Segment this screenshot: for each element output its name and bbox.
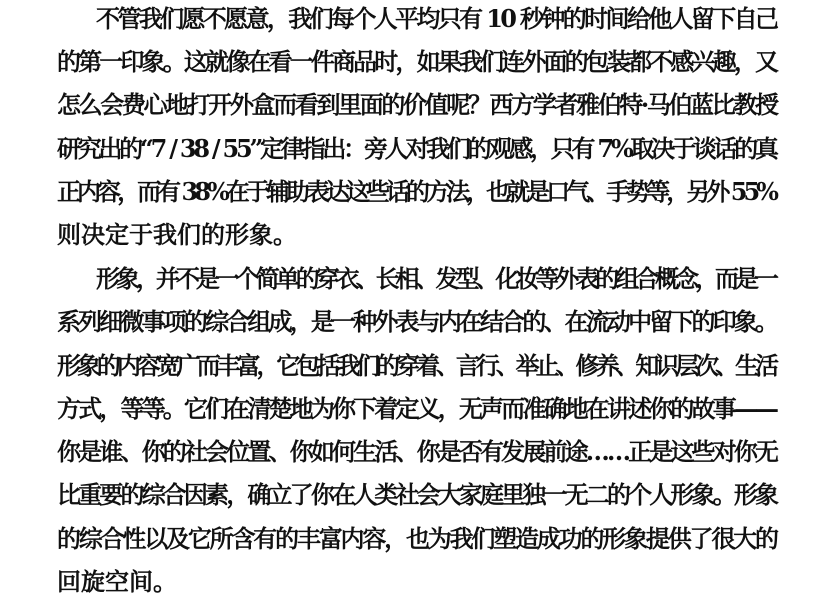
paragraph-2-line-4: 方式，等等。它们在清楚地为你下着定义，无声而准确地在讲述你的故事—— xyxy=(57,394,777,423)
paragraph-2-line-3: 形象的内容宽广而丰富，它包括我们的穿着、言行、举止、修养、知识层次、生活 xyxy=(57,351,775,380)
paragraph-2-line-6: 比重要的综合因素，确立了你在人类社会大家庭里独一无二的个人形象。形象 xyxy=(57,480,777,509)
paragraph-1-line-1: 不管我们愿不愿意，我们每个人平均只有 10 秒钟的时间给他人留下自己 xyxy=(96,4,777,33)
paragraph-2-line-7: 的综合性以及它所含有的丰富内容，也为我们塑造成功的形象提供了很大的 xyxy=(57,524,777,553)
paragraph-1-line-3: 怎么会费心地打开外盒而看到里面的价值呢？西方学者雅伯特·马伯蓝比教授 xyxy=(57,90,777,119)
paragraph-1-line-6: 则决定于我们的形象。 xyxy=(57,220,297,249)
paragraph-2-line-8: 回旋空间。 xyxy=(57,567,177,596)
paragraph-1-line-2: 的第一印象。这就像在看一件商品时，如果我们连外面的包装都不感兴趣，又 xyxy=(57,47,777,76)
paragraph-1-line-5: 正内容，而有 38%在于辅助表达这些话的方法，也就是口气、手势等，另外 55% xyxy=(57,177,776,206)
paragraph-1-line-4: 研究出的“7 / 38 / 55”定律指出：旁人对我们的观感，只有 7%取决于谈话的真 xyxy=(57,134,776,163)
paragraph-2-line-5: 你是谁、你的社会位置、你如何生活、你是否有发展前途……正是这些对你无 xyxy=(57,437,777,466)
paragraph-2-line-2: 系列细微事项的综合组成，是一种外表与内在结合的、在流动中留下的印象。 xyxy=(57,307,777,336)
paragraph-2-line-1: 形象，并不是一个简单的穿衣、长相、发型、化妆等外表的组合概念，而是一 xyxy=(96,264,775,293)
